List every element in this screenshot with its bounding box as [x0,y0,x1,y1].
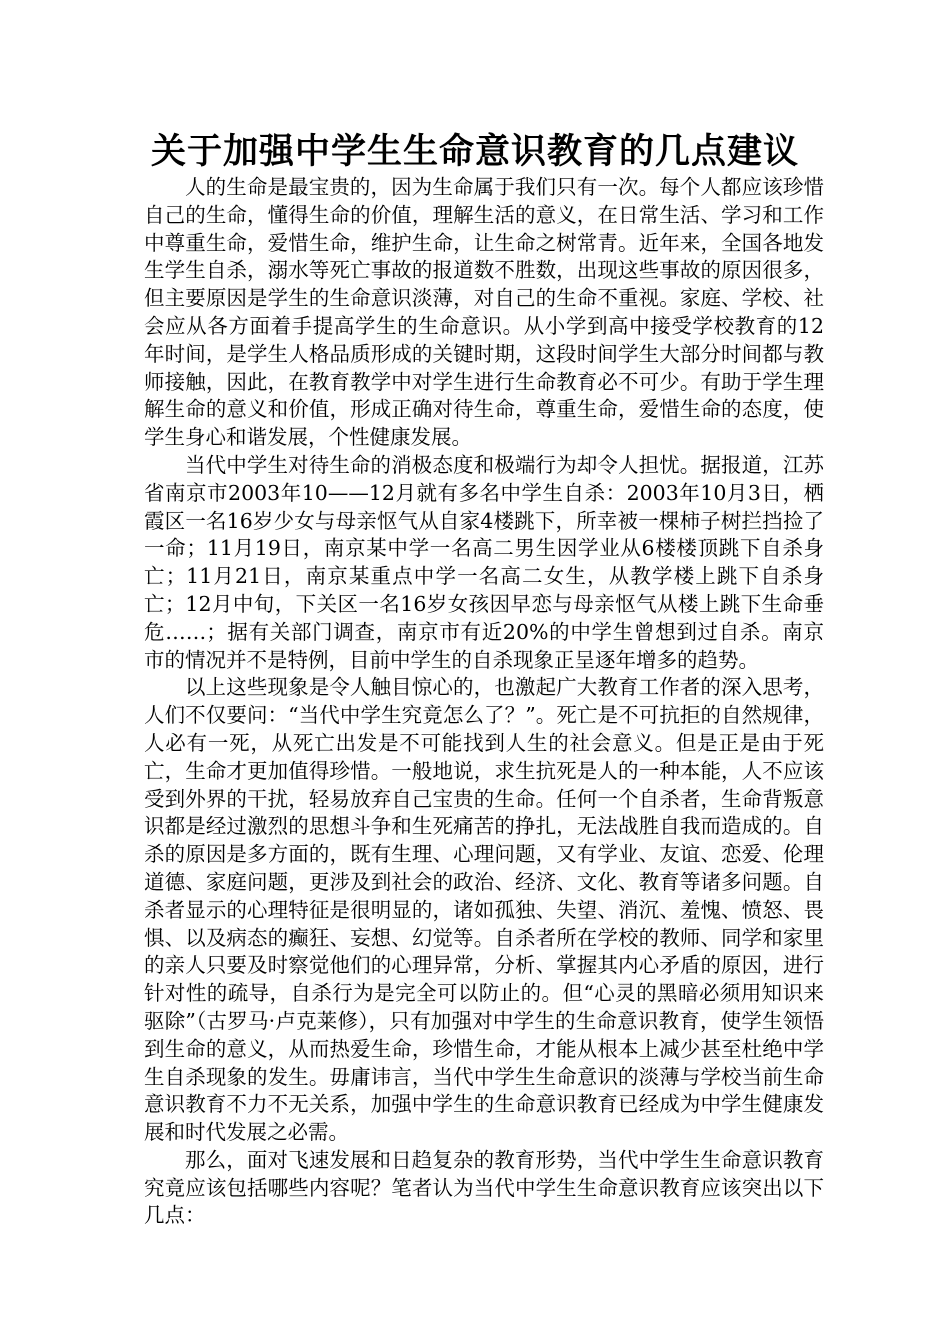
paragraph-2: 当代中学生对待生命的消极态度和极端行为却令人担忧。据报道，江苏省南京市2003年10——12月就有多名中学生自杀：2003年10月3日，栖霞区一名16岁少女与母亲怄气从自家4楼跳下，所幸被一棵柿子树拦挡捡了一命；11月19日，南京某中学一名高二男生因学业从6楼楼顶跳下自杀身亡；11月21日，南京某重点中学一名高二女生，从教学楼上跳下自杀身亡；12月中旬，下关区一名16岁女孩因早恋与母亲怄气从楼上跳下生命垂危……；据有关部门调查，南京市有近20%的中学生曾想到过自杀。南京市的情况并不是特例，目前中学生的自杀现象正呈逐年增多的趋势。 [144,452,824,672]
paragraph-1: 人的生命是最宝贵的，因为生命属于我们只有一次。每个人都应该珍惜自己的生命，懂得生命的价值，理解生活的意义，在日常生活、学习和工作中尊重生命，爱惜生命，维护生命，让生命之树常青。近年来，全国各地发生学生自杀，溺水等死亡事故的报道数不胜数，出现这些事故的原因很多，但主要原因是学生的生命意识淡薄，对自己的生命不重视。家庭、学校、社会应从各方面着手提高学生的生命意识。从小学到高中接受学校教育的12年时间，是学生人格品质形成的关键时期，这段时间学生大部分时间都与教师接触，因此，在教育教学中对学生进行生命教育必不可少。有助于学生理解生命的意义和价值，形成正确对待生命，尊重生命，爱惜生命的态度，使学生身心和谐发展，个性健康发展。 [144,175,824,450]
paragraph-3: 以上这些现象是令人触目惊心的，也激起广大教育工作者的深入思考，人们不仅要问：“当代中学生究竟怎么了？”。死亡是不可抗拒的自然规律，人必有一死，从死亡出发是不可能找到人生的社会意义。但是正是由于死亡，生命才更加值得珍惜。一般地说，求生抗死是人的一种本能，人不应该受到外界的干扰，轻易放弃自己宝贵的生命。任何一个自杀者，生命背叛意识都是经过激烈的思想斗争和生死痛苦的挣扎，无法战胜自我而造成的。自杀的原因是多方面的，既有生理、心理问题，又有学业、友谊、恋爱、伦理道德、家庭问题，更涉及到社会的政治、经济、文化、教育等诸多问题。自杀者显示的心理特征是很明显的，诸如孤独、失望、消沉、羞愧、愤怒、畏惧、以及病态的癫狂、妄想、幻觉等。自杀者所在学校的教师、同学和家里的亲人只要及时察觉他们的心理异常，分析、掌握其内心矛盾的原因，进行针对性的疏导，自杀行为是完全可以防止的。但“心灵的黑暗必须用知识来驱除”（古罗马·卢克莱修），只有加强对中学生的生命意识教育，使学生领悟到生命的意义，从而热爱生命，珍惜生命，才能从根本上减少甚至杜绝中学生自杀现象的发生。毋庸讳言，当代中学生生命意识的淡薄与学校当前生命意识教育不力不无关系，加强中学生的生命意识教育已经成为中学生健康发展和时代发展之必需。 [144,675,824,1145]
document-body [144,174,824,1230]
paragraph-4: 那么，面对飞速发展和日趋复杂的教育形势，当代中学生生命意识教育究竟应该包括哪些内容呢？笔者认为当代中学生生命意识教育应该突出以下几点： [144,1147,824,1228]
document-title: 关于加强中学生生命意识教育的几点建议 [150,131,799,172]
